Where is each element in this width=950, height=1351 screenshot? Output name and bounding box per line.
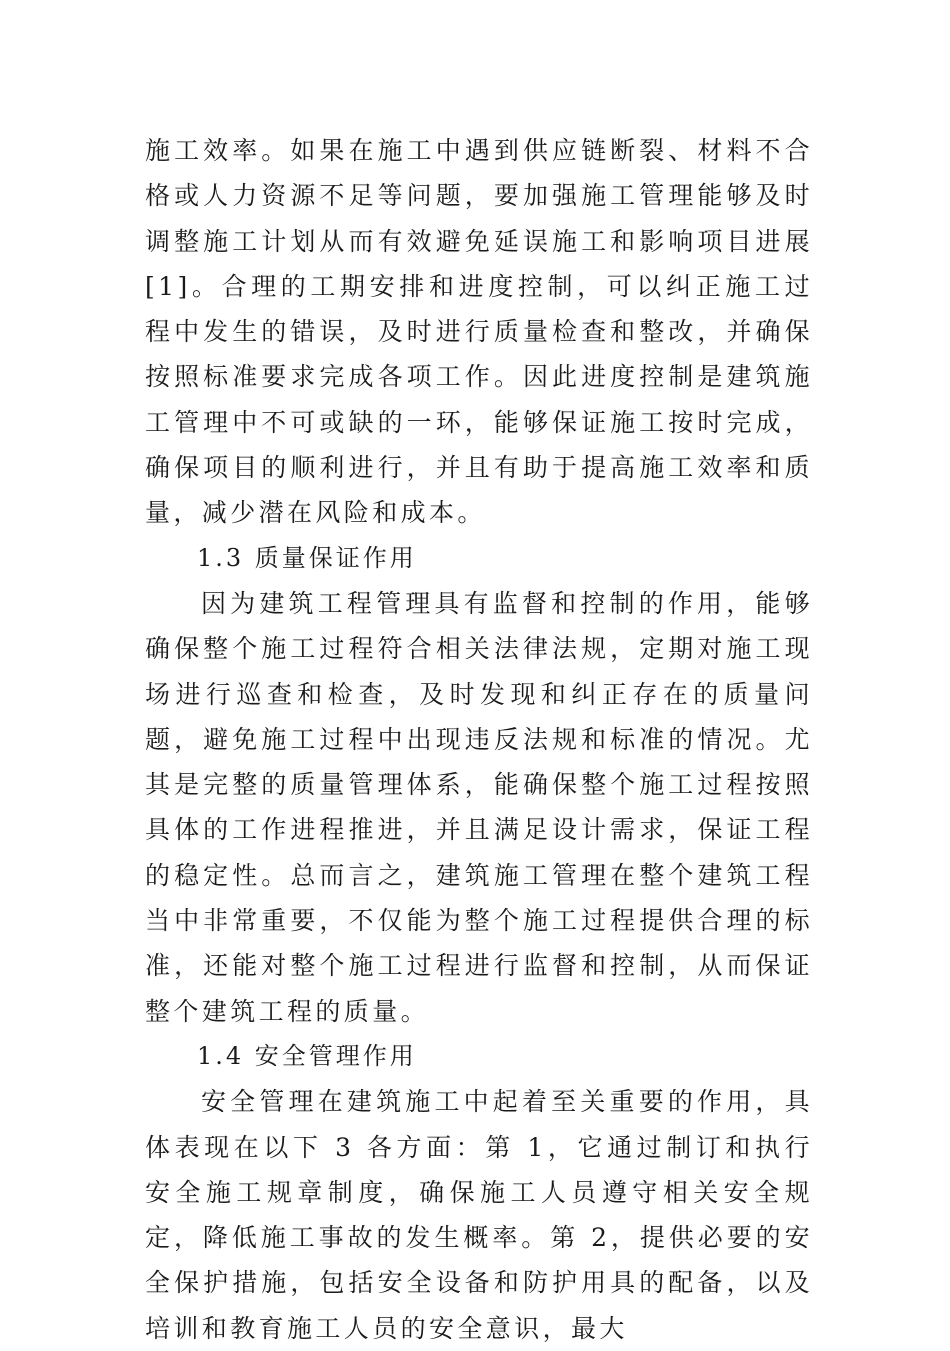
document-body: [145, 128, 813, 1351]
section-heading-safety-management: 1.4 安全管理作用: [197, 1041, 417, 1070]
paragraph-safety-management: 安全管理在建筑施工中起着至关重要的作用，具体表现在以下 3 各方面：第 1，它通过制订和执行安全施工规章制度，确保施工人员遵守相关安全规定，降低施工事故的发生概率。第 2，提供必要的安全保护措施，包括安全设备和防护用具的配备，以及培训和教育施工人员的安全意识，最大: [145, 1087, 813, 1343]
paragraph-construction-efficiency: 施工效率。如果在施工中遇到供应链断裂、材料不合格或人力资源不足等问题，要加强施工管理能够及时调整施工计划从而有效避免延误施工和影响项目进展[1]。合理的工期安排和进度控制，可以纠正施工过程中发生的错误，及时进行质量检查和整改，并确保按照标准要求完成各项工作。因此进度控制是建筑施工管理中不可或缺的一环，能够保证施工按时完成，确保项目的顺利进行，并且有助于提高施工效率和质量，减少潜在风险和成本。: [145, 136, 813, 528]
paragraph-quality-assurance: 因为建筑工程管理具有监督和控制的作用，能够确保整个施工过程符合相关法律法规，定期对施工现场进行巡查和检查，及时发现和纠正存在的质量问题，避免施工过程中出现违反法规和标准的情况。尤其是完整的质量管理体系，能确保整个施工过程按照具体的工作进程推进，并且满足设计需求，保证工程的稳定性。总而言之，建筑施工管理在整个建筑工程当中非常重要，不仅能为整个施工过程提供合理的标准，还能对整个施工过程进行监督和控制，从而保证整个建筑工程的质量。: [145, 588, 813, 1026]
section-heading-quality-assurance: 1.3 质量保证作用: [197, 543, 417, 572]
